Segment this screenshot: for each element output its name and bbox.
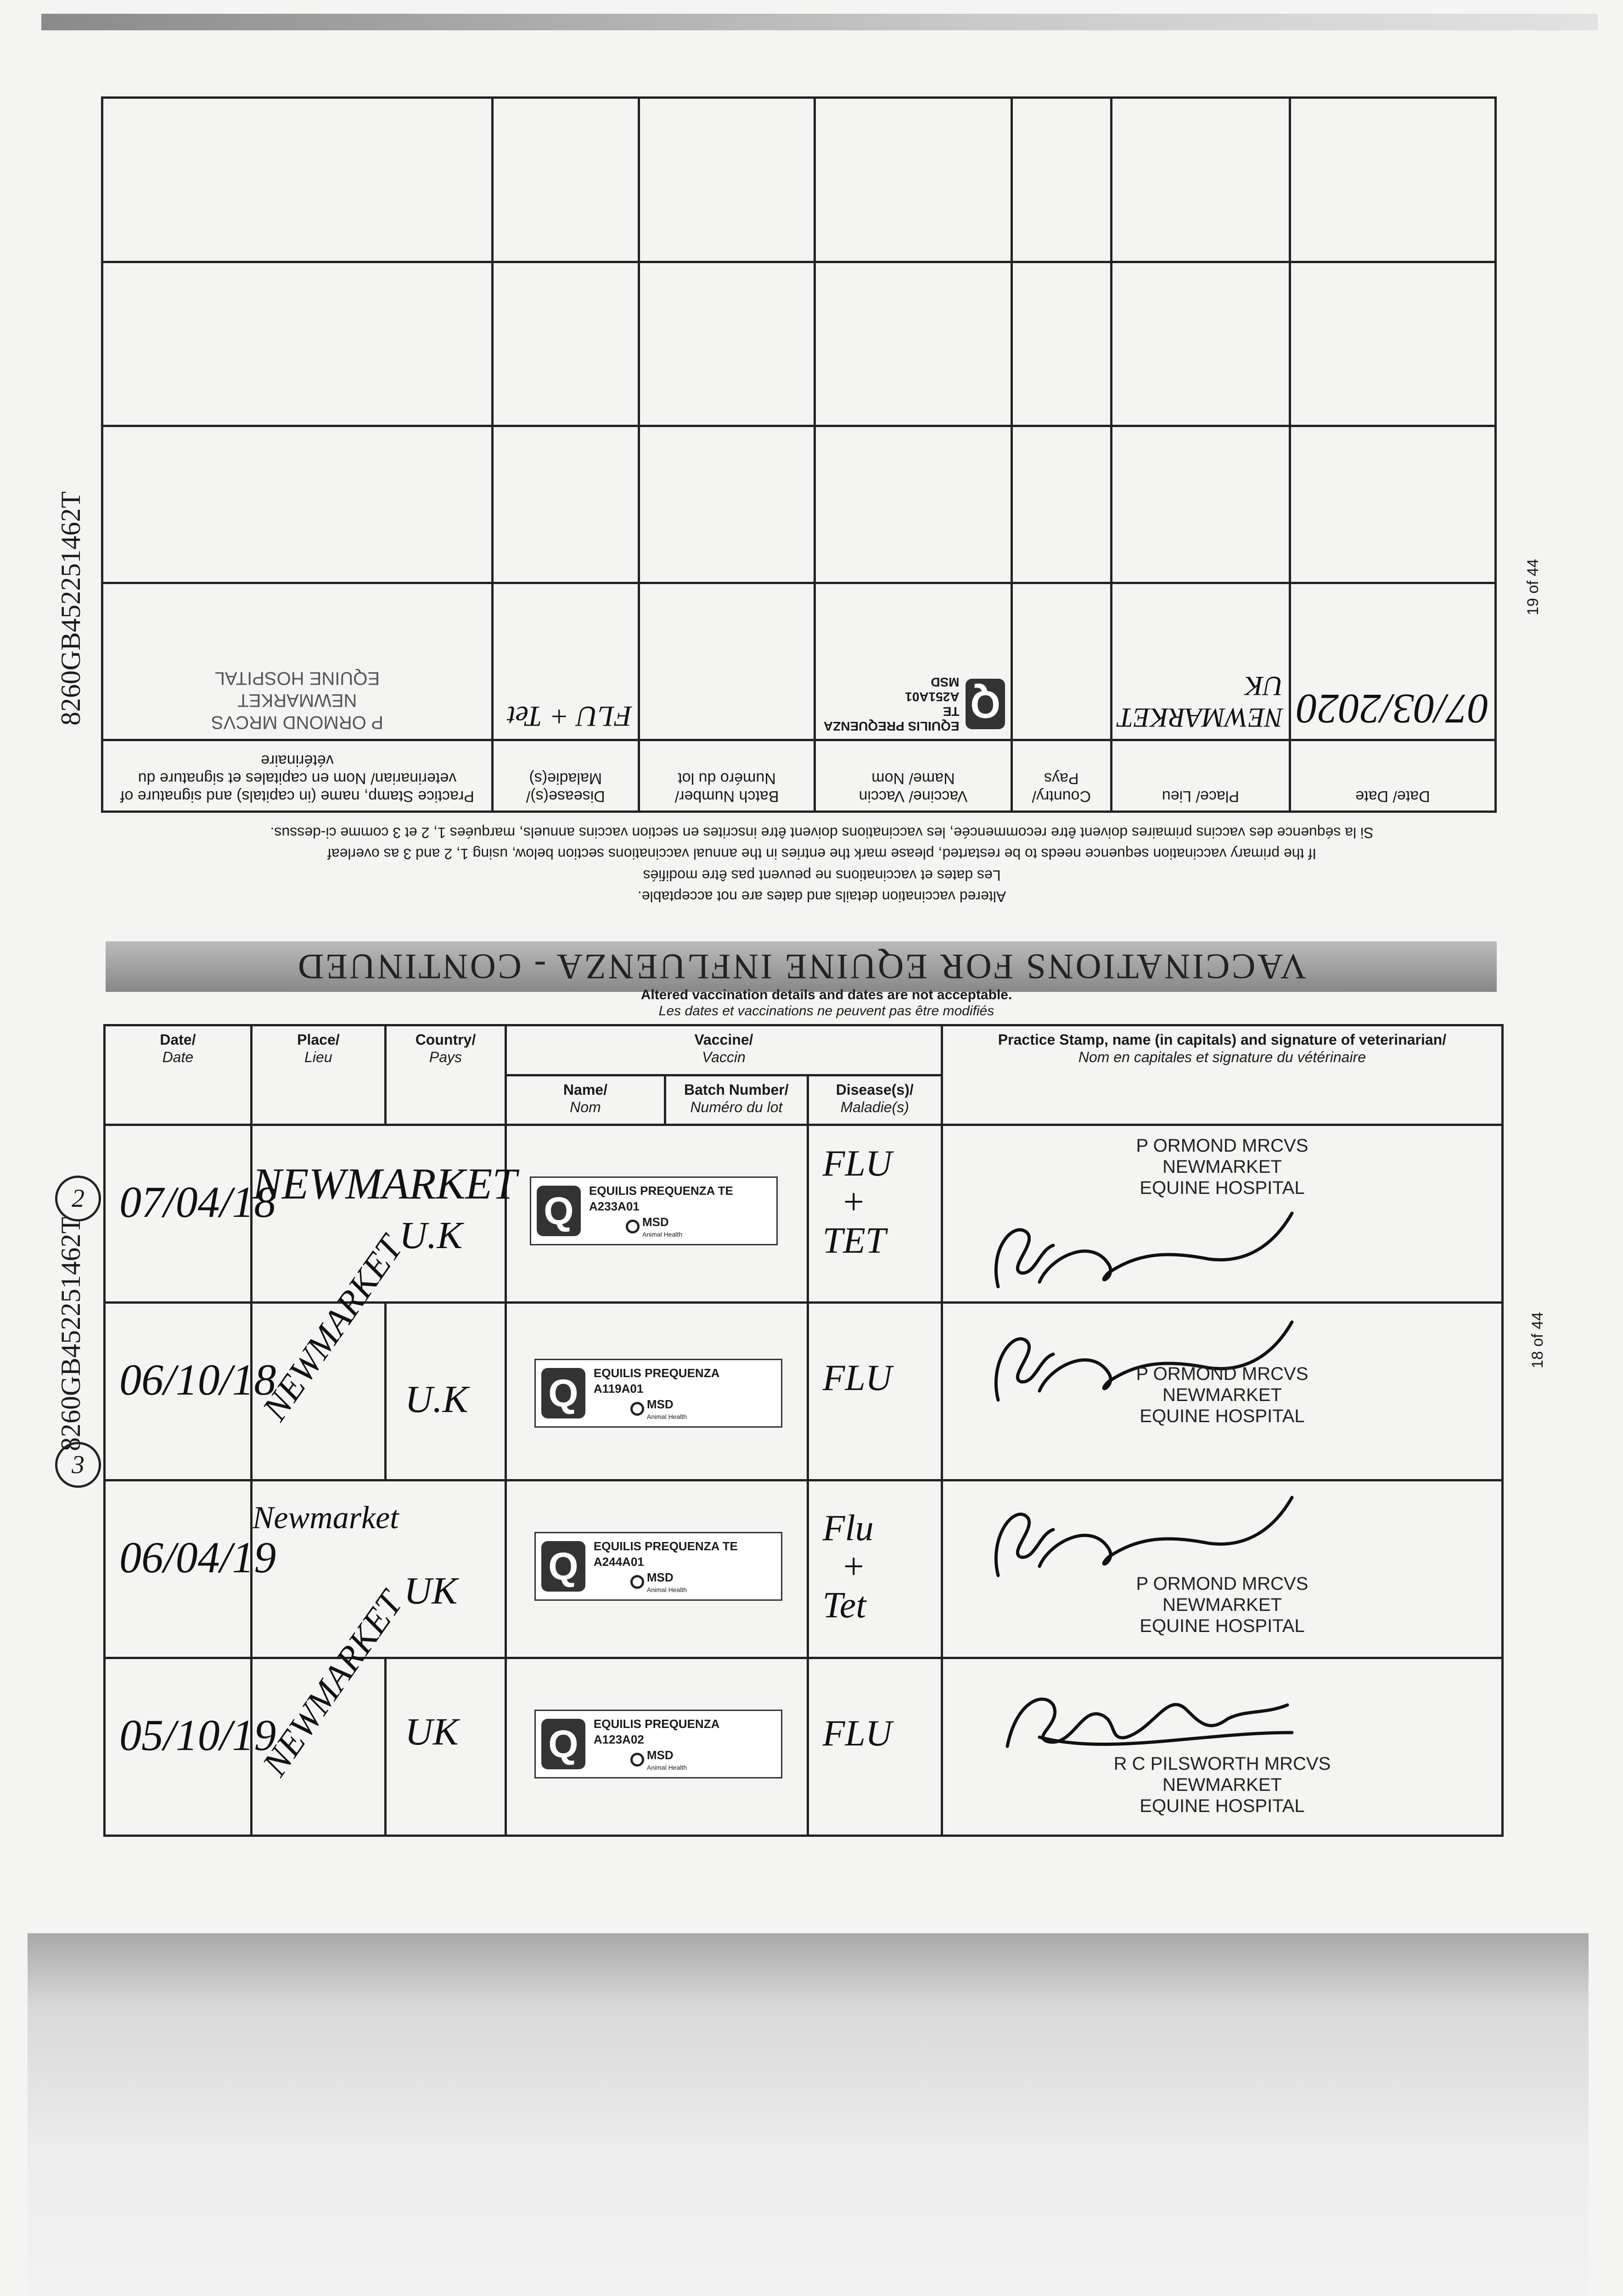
vaccine-logo-icon: Q — [541, 1541, 585, 1592]
entry-country: U.K — [405, 1378, 468, 1421]
vaccine-logo-icon: Q — [537, 1186, 581, 1236]
vet-signature — [971, 1195, 1310, 1300]
upper-page-banner: VACCINATIONS FOR EQUINE INFLUENZA - CONTINUED — [106, 941, 1497, 992]
header-place: Place/ Lieu — [1111, 740, 1290, 812]
practice-stamp: P ORMOND MRCVS NEWMARKET EQUINE HOSPITAL — [1136, 1136, 1309, 1198]
vaccine-logo-icon: Q — [541, 1368, 585, 1418]
upper-entry-stamp: P ORMOND MRCVS NEWMARKET EQUINE HOSPITAL — [102, 583, 493, 740]
entry-disease: FLU — [822, 1358, 892, 1398]
table-row — [105, 1303, 1503, 1480]
vaccine-logo-icon: Q — [966, 679, 1005, 730]
table-row — [105, 1480, 1503, 1658]
entry-country: UK — [405, 1711, 459, 1753]
upper-entry-place: NEWMARKET UK — [1111, 583, 1290, 740]
header-batch: Batch Number/ Numéro du lot — [639, 740, 815, 812]
upper-entry-batch-cell — [639, 583, 815, 740]
msd-logo-icon — [626, 1220, 640, 1233]
lower-page-table — [103, 1024, 1504, 1837]
entry-place: NEWMARKET — [254, 1228, 410, 1428]
vaccine-sticker: Q EQUILIS PREQUENZA A119A01 MSD Animal Health — [534, 1359, 782, 1428]
practice-stamp: P ORMOND MRCVS NEWMARKET EQUINE HOSPITAL — [1136, 1364, 1309, 1426]
practice-stamp: R C PILSWORTH MRCVS NEWMARKET EQUINE HOSPITAL — [1113, 1754, 1331, 1816]
upper-entry-country-cell — [1011, 583, 1111, 740]
upper-entry-disease: FLU + Tet — [492, 583, 639, 740]
msd-logo-icon — [630, 1402, 644, 1416]
entry-date: 06/04/19 — [119, 1533, 276, 1582]
entry-place: NEWMARKET — [252, 1159, 517, 1208]
table-row — [105, 1125, 1503, 1303]
entry-date: 07/04/18 — [119, 1177, 276, 1227]
header-vaccine: Vaccine/ Vaccin — [505, 1025, 942, 1075]
header-date: Date/ Date — [105, 1025, 252, 1125]
upper-page-number: 19 of 44 — [1524, 559, 1542, 615]
header-batch: Batch Number/ Numéro du lot — [665, 1075, 808, 1125]
header-place: Place/ Lieu — [251, 1025, 385, 1125]
header-name: Name/ Nom — [505, 1075, 665, 1125]
upper-page-table — [101, 96, 1497, 813]
scan-top-edge — [41, 14, 1598, 30]
entry-date: 05/10/19 — [119, 1711, 276, 1760]
entry-disease: FLU — [822, 1713, 892, 1754]
upper-side-id: 8260GB452251462T — [56, 491, 86, 726]
table-row — [105, 1658, 1503, 1836]
header-country: Country/ Pays — [1011, 740, 1111, 812]
entry-date: 06/10/18 — [119, 1355, 276, 1404]
entry-place: NEWMARKET — [254, 1584, 410, 1783]
scan-bottom-area — [28, 1933, 1589, 2296]
vaccine-sticker: Q EQUILIS PREQUENZA A123A02 MSD Animal Health — [534, 1710, 782, 1778]
sequence-marker-3: 3 — [55, 1442, 101, 1488]
header-stamp: Practice Stamp, name (in capitals) and signature of veterinarian/ Nom en capitales et signature du vétérinaire — [942, 1025, 1502, 1125]
header-disease: Disease(s)/ Maladie(s) — [808, 1075, 942, 1125]
practice-stamp: P ORMOND MRCVS NEWMARKET EQUINE HOSPITAL — [1136, 1574, 1309, 1636]
header-vaccine-name: Vaccine/ Vaccin Name/ Nom — [815, 740, 1011, 812]
upper-entry-vaccine: Q EQUILIS PREQUENZA TE A251A01 MSD — [815, 583, 1011, 740]
header-stamp: Practice Stamp, name (in capitals) and signature of veterinarian/ Nom en capitales et signature du vétérinaire — [102, 740, 493, 812]
vaccine-sticker: Q EQUILIS PREQUENZA TE A244A01 MSD Animal Health — [534, 1532, 782, 1601]
header-country: Country/ Pays — [386, 1025, 506, 1125]
upper-page-notes: Altered vaccination details and dates are not acceptable. Les dates et vaccinations ne peuvent pas être modifiés If the primary vaccination sequence needs to be restarted, please mark the entries in the annual vaccinations section below, using 1, 2 and 3 as overleaf Si la séquence des vaccins primaires doivent être recommencée, les vaccinations doivent être inscrites en section vaccins annuels, marquées 1, 2 et 3 comme ci-dessus. — [270, 824, 1374, 905]
lower-side-id: 8260GB452251462T — [56, 1217, 86, 1451]
header-date: Date/ Date — [1290, 740, 1495, 812]
msd-logo-icon — [630, 1575, 644, 1589]
entry-country: UK — [404, 1570, 458, 1612]
lower-page-notes: Altered vaccination details and dates are not acceptable. Les dates et vaccinations ne peuvent pas être modifiés — [640, 987, 1012, 1019]
lower-page-number: 18 of 44 — [1529, 1312, 1546, 1368]
sequence-marker-2: 2 — [55, 1176, 101, 1221]
entry-country: U.K — [399, 1214, 463, 1257]
vaccine-logo-icon: Q — [541, 1719, 585, 1769]
vaccine-sticker: Q EQUILIS PREQUENZA TE A233A01 MSD Animal Health — [530, 1176, 778, 1245]
entry-place: Newmarket — [252, 1500, 399, 1536]
entry-disease: Flu + Tet — [822, 1508, 874, 1626]
entry-disease: FLU + TET — [822, 1143, 892, 1261]
header-disease: Disease(s)/ Maladie(s) — [492, 740, 639, 812]
upper-entry-date: 07/03/2020 — [1290, 583, 1495, 740]
msd-logo-icon — [630, 1753, 644, 1767]
